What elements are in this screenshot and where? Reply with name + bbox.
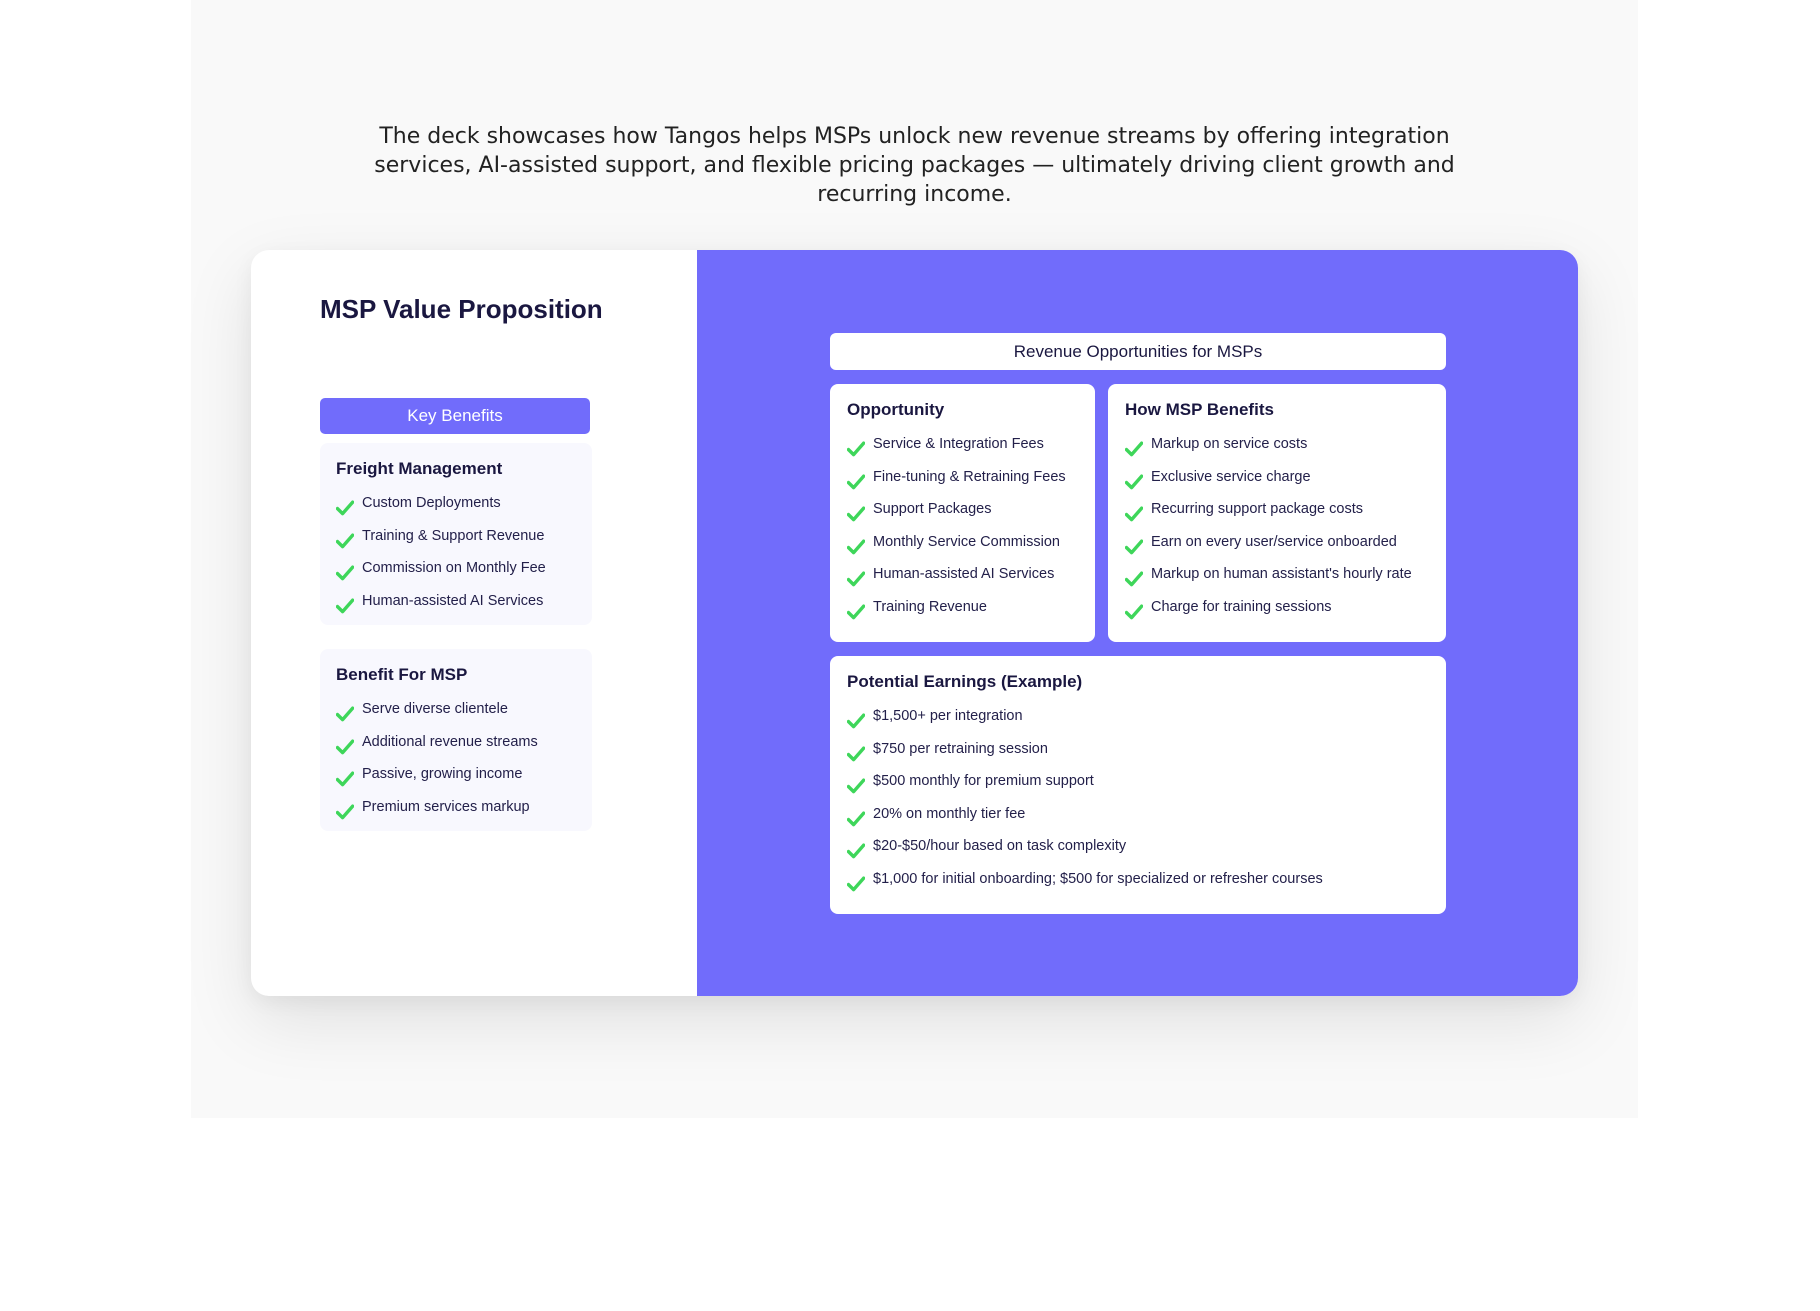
checkmark-icon (847, 807, 865, 823)
list-item (847, 428, 1081, 461)
list-item-label: Human-assisted AI Services (873, 566, 1055, 582)
list-item (847, 591, 1081, 624)
potential-earnings-card (830, 656, 1446, 914)
revenue-opportunities-header: Revenue Opportunities for MSPs (830, 333, 1446, 370)
checkmark-icon (847, 709, 865, 725)
list-item-label: Additional revenue streams (362, 733, 538, 750)
how-msp-benefits-card (1108, 384, 1446, 642)
list-item-label: $750 per retraining session (873, 740, 1048, 757)
checkmark-icon (1125, 535, 1143, 551)
list-item-label: Human-assisted AI Services (362, 592, 544, 609)
checkmark-icon (1125, 502, 1143, 518)
checkmark-icon (847, 567, 865, 583)
list-item-label: Recurring support package costs (1151, 501, 1363, 517)
list-item (1125, 428, 1432, 461)
list-item-label: Training Revenue (873, 598, 987, 615)
list-item (336, 585, 578, 618)
list-item (847, 765, 1432, 798)
benefit-list (336, 693, 578, 823)
list-item (336, 758, 578, 791)
checkmark-icon (336, 594, 354, 610)
list-item-label: Fine-tuning & Retraining Fees (873, 468, 1066, 485)
benefit-list (336, 487, 578, 617)
list-item-label: Monthly Service Commission (873, 533, 1060, 550)
slide-title: MSP Value Proposition (320, 294, 603, 324)
list-item (336, 693, 578, 726)
list-item (336, 552, 578, 585)
card-title: Opportunity (847, 400, 945, 419)
list-item (847, 798, 1432, 831)
list-item-label: Service & Integration Fees (873, 436, 1044, 452)
intro-line: recurring income. (817, 182, 1012, 207)
earnings-list (847, 700, 1432, 895)
list-item (1125, 493, 1432, 526)
opportunity-list (847, 428, 1081, 623)
list-item-label: Commission on Monthly Fee (362, 560, 546, 576)
list-item (1125, 591, 1432, 624)
list-item (847, 526, 1081, 559)
list-item-label: $1,000 for initial onboarding; $500 for specialized or refresher courses (873, 870, 1323, 887)
checkmark-icon (336, 702, 354, 718)
checkmark-icon (847, 437, 865, 453)
checkmark-icon (847, 502, 865, 518)
checkmark-icon (336, 767, 354, 783)
list-item (336, 791, 578, 824)
list-item-label: $20-$50/hour based on task complexity (873, 838, 1127, 854)
list-item (336, 520, 578, 553)
list-item-label: Custom Deployments (362, 495, 501, 511)
slide-preview (251, 250, 1578, 996)
list-item (847, 700, 1432, 733)
list-item-label: Passive, growing income (362, 766, 523, 782)
key-benefits-label: Key Benefits (320, 398, 590, 434)
checkmark-icon (1125, 437, 1143, 453)
checkmark-icon (847, 839, 865, 855)
list-item (847, 493, 1081, 526)
list-item (336, 487, 578, 520)
checkmark-icon (1125, 470, 1143, 486)
checkmark-icon (1125, 600, 1143, 616)
list-item (847, 733, 1432, 766)
checkmark-icon (336, 561, 354, 577)
list-item (847, 558, 1081, 591)
checkmark-icon (847, 600, 865, 616)
checkmark-icon (847, 774, 865, 790)
checkmark-icon (847, 470, 865, 486)
checkmark-icon (336, 735, 354, 751)
checkmark-icon (847, 872, 865, 888)
freight-management-card (320, 443, 592, 625)
list-item (847, 461, 1081, 494)
checkmark-icon (336, 529, 354, 545)
list-item (1125, 526, 1432, 559)
checkmark-icon (847, 742, 865, 758)
list-item (1125, 461, 1432, 494)
list-item-label: Charge for training sessions (1151, 598, 1332, 615)
list-item-label: $1,500+ per integration (873, 708, 1023, 724)
card-title: Freight Management (336, 459, 503, 478)
intro-line: services, AI-assisted support, and flexible pricing packages — ultimately driving client growth and (374, 153, 1455, 178)
card-title: How MSP Benefits (1125, 400, 1274, 419)
intro-description (191, 122, 1638, 209)
list-item-label: Earn on every user/service onboarded (1151, 533, 1397, 550)
list-item (336, 726, 578, 759)
list-item (847, 830, 1432, 863)
benefit-for-msp-card (320, 649, 592, 831)
intro-line: The deck showcases how Tangos helps MSPs unlock new revenue streams by offering integration (379, 124, 1450, 149)
how-benefits-list (1125, 428, 1432, 623)
checkmark-icon (336, 496, 354, 512)
list-item-label: Markup on service costs (1151, 436, 1308, 452)
list-item-label: Serve diverse clientele (362, 701, 508, 717)
checkmark-icon (1125, 567, 1143, 583)
card-title: Benefit For MSP (336, 665, 468, 684)
card-title: Potential Earnings (Example) (847, 672, 1083, 691)
list-item-label: Support Packages (873, 501, 992, 517)
checkmark-icon (336, 800, 354, 816)
list-item-label: 20% on monthly tier fee (873, 805, 1026, 822)
list-item-label: $500 monthly for premium support (873, 773, 1094, 789)
list-item-label: Premium services markup (362, 798, 530, 815)
checkmark-icon (847, 535, 865, 551)
list-item-label: Markup on human assistant's hourly rate (1151, 566, 1412, 582)
opportunity-card (830, 384, 1095, 642)
list-item-label: Exclusive service charge (1151, 468, 1311, 485)
list-item-label: Training & Support Revenue (362, 527, 545, 544)
list-item (847, 863, 1432, 896)
list-item (1125, 558, 1432, 591)
